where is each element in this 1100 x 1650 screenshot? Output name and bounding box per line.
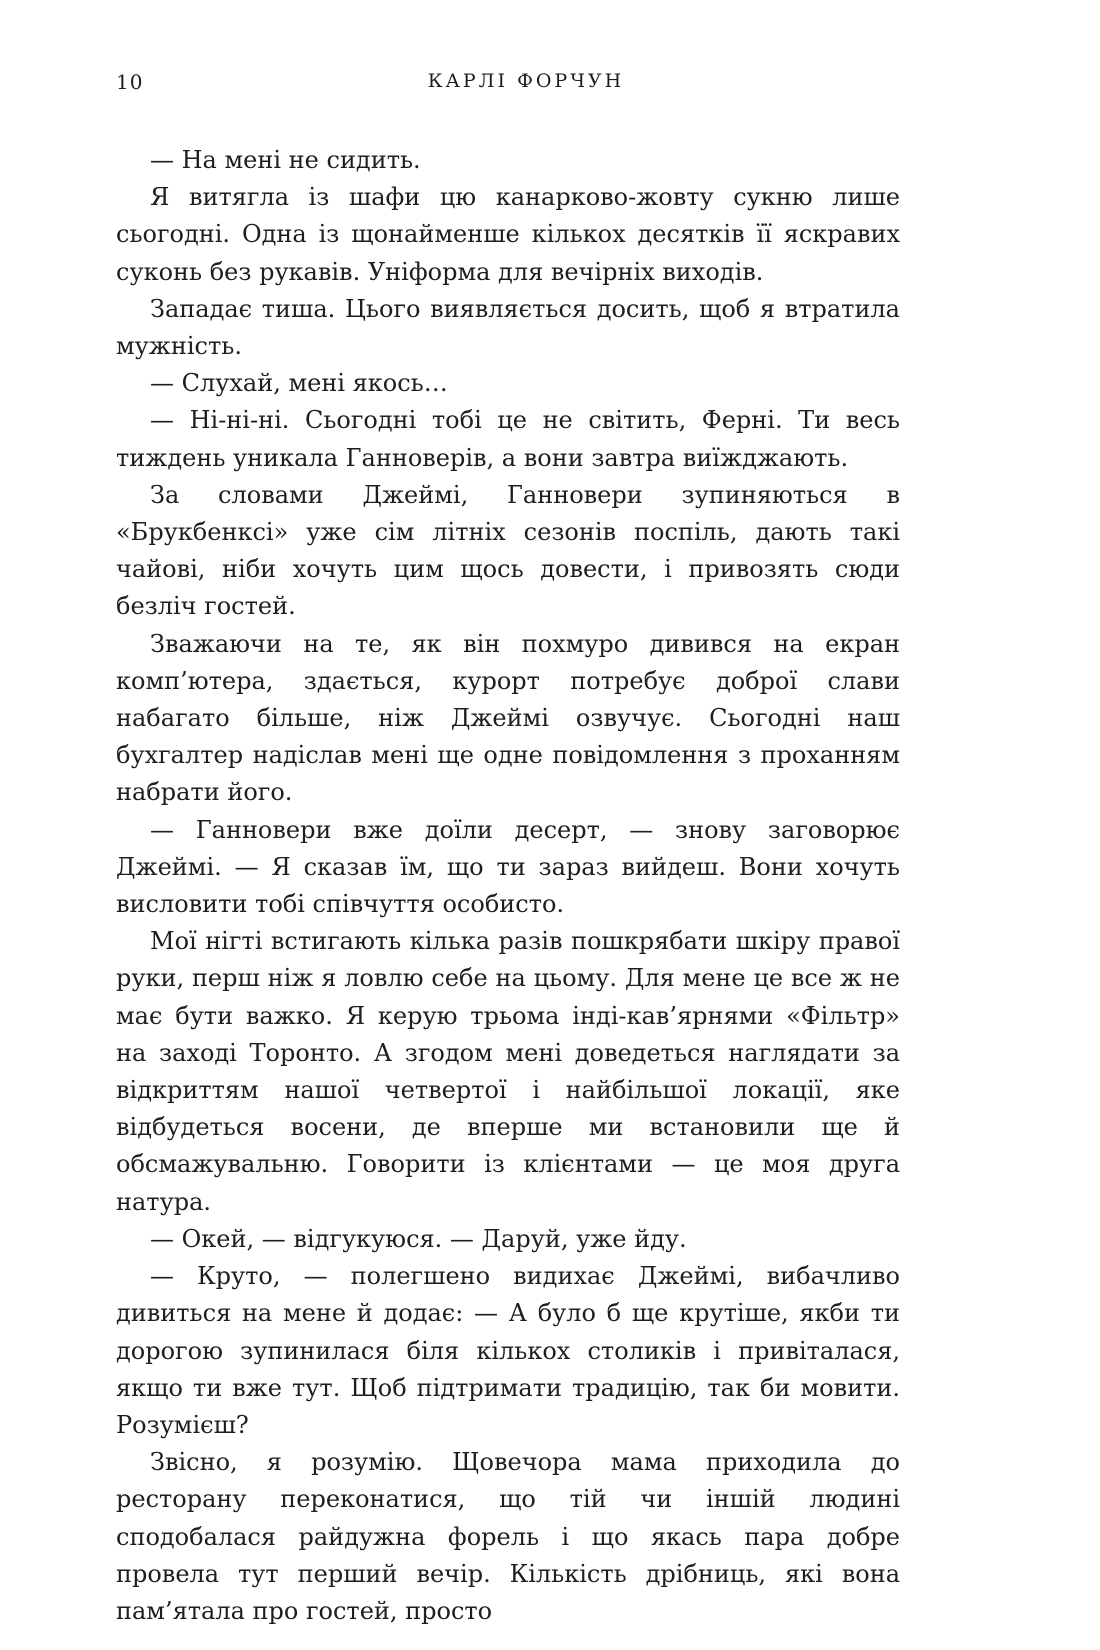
page-number: 10 <box>116 70 144 94</box>
running-head: КАРЛІ ФОРЧУН <box>427 70 625 92</box>
paragraph: — Круто, — полегшено видихає Джеймі, вибачливо дивиться на мене й додає: — А було б ще крутіше, якби ти дорогою зупинилася біля кількох столиків і привіталася, якщо ти вже тут. Щоб підтримати традицію, так би мовити. Розумієш? <box>116 1262 900 1439</box>
paragraph: — Ганновери вже доїли десерт, — знову заговорює Джеймі. — Я сказав їм, що ти зараз вийдеш. Вони хочуть висловити тобі співчуття особисто. <box>116 815 900 919</box>
page-header <box>116 70 900 106</box>
paragraph: Мої нігті встигають кілька разів пошкрябати шкіру правої руки, перш ніж я ловлю себе на цьому. Для мене це все ж не має бути важко. Я керую трьома інді-кав’ярнями «Фільтр» на заході Торонто. А згодом мені доведеться наглядати за відкриттям нашої четвертої і найбільшої локації, яке відбудеться восени, де вперше ми встановили ще й обсмажувальню. Говорити із клієнтами — це моя друга натура. <box>116 927 900 1216</box>
paragraph: За словами Джеймі, Ганновери зупиняються в «Брукбенксі» уже сім літніх сезонів поспіль, дають такі чайові, ніби хочуть цим щось довести, і привозять сюди безліч гостей. <box>116 480 900 621</box>
paragraph: — Слухай, мені якось… <box>150 369 448 398</box>
paragraph: — На мені не сидить. <box>150 146 421 174</box>
paragraph: Звісно, я розумію. Щовечора мама приходила до ресторану переконатися, що тій чи іншій людині сподобалася райдужна форель і що якась пара добре провела тут перший вечір. Кількість дрібниць, які вона пам’ятала про гостей, просто <box>116 1448 900 1625</box>
paragraph: Я витягла із шафи цю канарково-жовту сукню лише сьогодні. Одна із щонайменше кількох десятків її яскравих суконь без рукавів. Уніформа для вечірніх виходів. <box>116 183 900 286</box>
paragraph: Зважаючи на те, як він похмуро дивився на екран комп’ютера, здається, курорт потребує доброї слави набагато більше, ніж Джеймі озвучує. Сьогодні наш бухгалтер надіслав мені ще одне повідомлення з проханням набрати його. <box>116 629 900 807</box>
paragraph: — Ні-ні-ні. Сьогодні тобі це не світить, Ферні. Ти весь тиждень уникала Ганноверів, а вони завтра виїжджають. <box>116 406 900 472</box>
paragraph: Западає тиша. Цього виявляється досить, щоб я втратила мужність. <box>116 294 900 361</box>
paragraph: — Окей, — відгукуюся. — Даруй, уже йду. <box>150 1224 687 1253</box>
body-text <box>116 142 900 1630</box>
